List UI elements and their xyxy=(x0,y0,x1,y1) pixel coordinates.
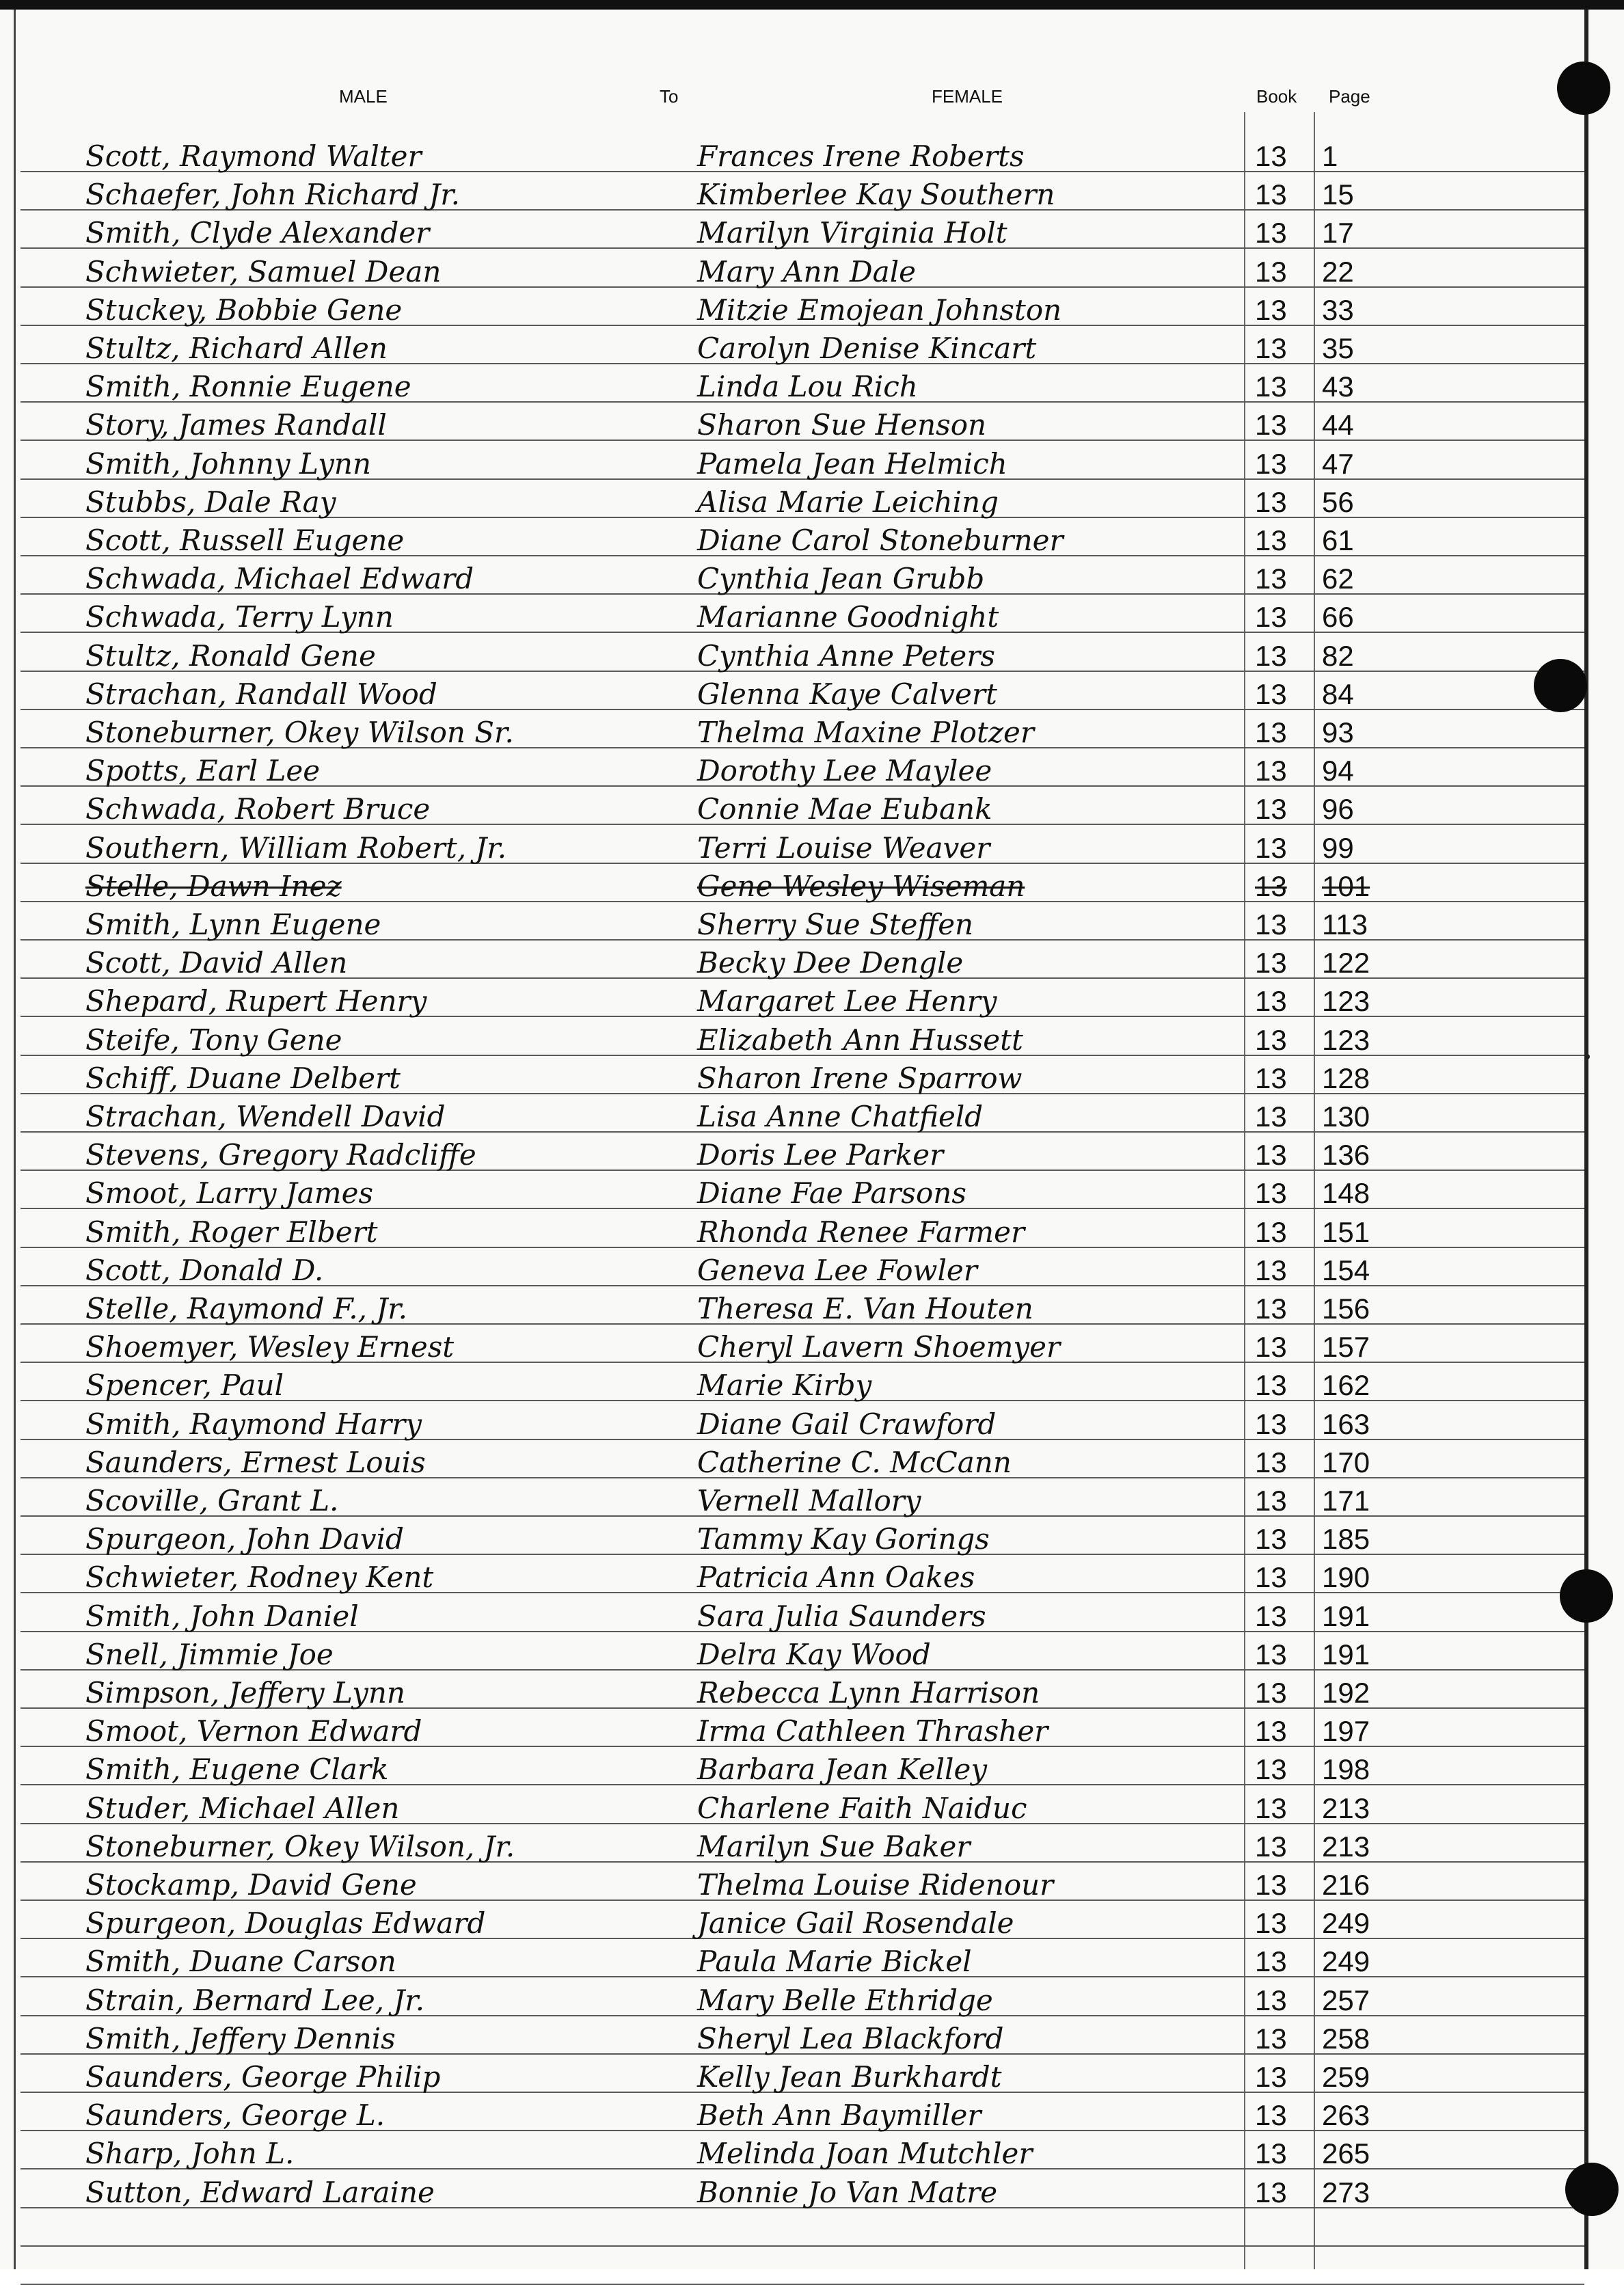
header-male: MALE xyxy=(339,86,388,107)
record-male-name: Sharp, John L. xyxy=(85,2137,295,2170)
record-row xyxy=(0,368,1624,405)
record-row xyxy=(0,484,1624,521)
record-female-name: Beth Ann Baymiller xyxy=(697,2098,982,2132)
record-row xyxy=(0,2059,1624,2096)
record-page: 94 xyxy=(1322,755,1354,787)
record-page: 56 xyxy=(1322,486,1354,518)
record-row xyxy=(0,2097,1624,2134)
record-book: 13 xyxy=(1255,1369,1287,1401)
record-female-name: Marianne Goodnight xyxy=(697,600,999,634)
record-row xyxy=(0,254,1624,290)
record-male-name: Schiff, Duane Delbert xyxy=(85,1062,401,1095)
record-page: 96 xyxy=(1322,793,1354,825)
record-male-name: Smith, Ronnie Eugene xyxy=(85,370,411,403)
record-row xyxy=(0,1022,1624,1059)
record-page: 44 xyxy=(1322,409,1354,441)
record-row xyxy=(0,1943,1624,1980)
record-book: 13 xyxy=(1255,2137,1287,2169)
record-page: 156 xyxy=(1322,1293,1370,1325)
record-row xyxy=(0,1521,1624,1558)
record-female-name: Mary Ann Dale xyxy=(697,255,916,288)
record-page: 22 xyxy=(1322,256,1354,288)
record-male-name: Smith, Eugene Clark xyxy=(85,1753,389,1786)
record-female-name: Rhonda Renee Farmer xyxy=(697,1215,1025,1249)
record-female-name: Charlene Faith Naiduc xyxy=(697,1792,1027,1825)
record-page: 47 xyxy=(1322,448,1354,480)
record-book: 13 xyxy=(1255,178,1287,211)
record-female-name: Rebecca Lynn Harrison xyxy=(697,1676,1040,1709)
record-book: 13 xyxy=(1255,793,1287,825)
record-page: 148 xyxy=(1322,1177,1370,1209)
record-book: 13 xyxy=(1255,601,1287,633)
record-book: 13 xyxy=(1255,1753,1287,1785)
record-book: 13 xyxy=(1255,140,1287,172)
record-row xyxy=(0,753,1624,789)
record-row xyxy=(0,292,1624,329)
record-male-name: Stoneburner, Okey Wilson Sr. xyxy=(85,716,514,749)
record-page: 259 xyxy=(1322,2061,1370,2093)
record-male-name: Smith, John Daniel xyxy=(85,1599,359,1633)
record-female-name: Sharon Sue Henson xyxy=(697,408,987,442)
record-male-name: Smith, Jeffery Dennis xyxy=(85,2022,396,2055)
record-page: 191 xyxy=(1322,1638,1370,1671)
record-page: 265 xyxy=(1322,2137,1370,2169)
record-male-name: Spotts, Earl Lee xyxy=(85,754,321,787)
record-male-name: Spurgeon, Douglas Edward xyxy=(85,1906,486,1940)
record-female-name: Elizabeth Ann Hussett xyxy=(697,1023,1023,1057)
record-female-name: Carolyn Denise Kincart xyxy=(697,332,1037,365)
record-page: 128 xyxy=(1322,1062,1370,1094)
record-book: 13 xyxy=(1255,1600,1287,1632)
record-book: 13 xyxy=(1255,832,1287,864)
record-row xyxy=(0,714,1624,751)
record-book: 13 xyxy=(1255,448,1287,480)
record-page: 258 xyxy=(1322,2023,1370,2055)
record-page: 197 xyxy=(1322,1715,1370,1747)
record-row xyxy=(0,1406,1624,1443)
record-row xyxy=(0,330,1624,367)
record-female-name: Alisa Marie Leiching xyxy=(697,485,999,519)
record-male-name: Stelle, Dawn Inez xyxy=(85,869,342,903)
record-book: 13 xyxy=(1255,1446,1287,1478)
record-male-name: Saunders, George Philip xyxy=(85,2060,441,2094)
record-female-name: Dorothy Lee Maylee xyxy=(697,754,992,787)
record-female-name: Theresa E. Van Houten xyxy=(697,1292,1033,1325)
record-female-name: Marilyn Sue Baker xyxy=(697,1830,971,1863)
record-row xyxy=(0,638,1624,675)
record-book: 13 xyxy=(1255,2176,1287,2208)
record-page: 273 xyxy=(1322,2176,1370,2208)
record-female-name: Sharon Irene Sparrow xyxy=(697,1062,1023,1095)
record-male-name: Snell, Jimmie Joe xyxy=(85,1638,334,1671)
record-page: 17 xyxy=(1322,217,1354,249)
record-page: 151 xyxy=(1322,1216,1370,1248)
record-male-name: Shoemyer, Wesley Ernest xyxy=(85,1330,455,1364)
record-row xyxy=(0,1713,1624,1750)
record-book: 13 xyxy=(1255,1945,1287,1977)
record-row xyxy=(0,1060,1624,1097)
record-female-name: Cynthia Anne Peters xyxy=(697,639,995,673)
record-female-name: Diane Gail Crawford xyxy=(697,1407,997,1441)
record-male-name: Spencer, Paul xyxy=(85,1368,284,1402)
record-page: 191 xyxy=(1322,1600,1370,1632)
record-male-name: Strachan, Randall Wood xyxy=(85,677,437,711)
record-female-name: Vernell Mallory xyxy=(697,1484,921,1517)
binder-hole-lower xyxy=(1560,1569,1613,1623)
record-page: 216 xyxy=(1322,1869,1370,1901)
record-male-name: Studer, Michael Allen xyxy=(85,1792,400,1825)
record-male-name: Stubbs, Dale Ray xyxy=(85,485,336,519)
record-page: 66 xyxy=(1322,601,1354,633)
record-row xyxy=(0,1751,1624,1788)
record-book: 13 xyxy=(1255,947,1287,979)
record-page: 213 xyxy=(1322,1792,1370,1824)
record-book: 13 xyxy=(1255,1869,1287,1901)
record-female-name: Becky Dee Dengle xyxy=(697,946,964,979)
header-to: To xyxy=(660,86,679,107)
record-book: 13 xyxy=(1255,678,1287,710)
record-page: 33 xyxy=(1322,294,1354,326)
record-male-name: Stoneburner, Okey Wilson, Jr. xyxy=(85,1830,515,1863)
record-page: 1 xyxy=(1322,140,1338,172)
record-female-name: Kimberlee Kay Southern xyxy=(697,178,1055,211)
binder-hole-middle xyxy=(1534,659,1587,712)
record-male-name: Stultz, Richard Allen xyxy=(85,332,388,365)
record-row xyxy=(0,1252,1624,1289)
record-page: 43 xyxy=(1322,370,1354,403)
record-male-name: Southern, William Robert, Jr. xyxy=(85,831,507,865)
record-female-name: Glenna Kaye Calvert xyxy=(697,677,997,711)
record-row xyxy=(0,2174,1624,2211)
record-row xyxy=(0,1598,1624,1635)
record-row xyxy=(0,1444,1624,1481)
record-book: 13 xyxy=(1255,1293,1287,1325)
record-book: 13 xyxy=(1255,1177,1287,1209)
column-header xyxy=(0,86,1624,120)
record-book: 13 xyxy=(1255,1331,1287,1363)
header-page: Page xyxy=(1329,86,1370,107)
record-male-name: Smoot, Larry James xyxy=(85,1176,374,1210)
record-book: 13 xyxy=(1255,1024,1287,1056)
record-female-name: Marilyn Virginia Holt xyxy=(697,216,1007,249)
record-row xyxy=(0,215,1624,252)
record-page: 257 xyxy=(1322,1984,1370,2016)
record-female-name: Kelly Jean Burkhardt xyxy=(697,2060,1002,2094)
record-female-name: Geneva Lee Fowler xyxy=(697,1254,977,1287)
record-book: 13 xyxy=(1255,1907,1287,1939)
record-book: 13 xyxy=(1255,524,1287,556)
record-male-name: Stockamp, David Gene xyxy=(85,1868,417,1902)
record-row xyxy=(0,1636,1624,1673)
record-book: 13 xyxy=(1255,370,1287,403)
record-book: 13 xyxy=(1255,1216,1287,1248)
record-female-name: Lisa Anne Chatfield xyxy=(697,1100,984,1133)
record-book: 13 xyxy=(1255,716,1287,748)
record-female-name: Catherine C. McCann xyxy=(697,1446,1012,1479)
record-book: 13 xyxy=(1255,1715,1287,1747)
record-book: 13 xyxy=(1255,1792,1287,1824)
record-book: 13 xyxy=(1255,1062,1287,1094)
record-page: 61 xyxy=(1322,524,1354,556)
record-female-name: Cynthia Jean Grubb xyxy=(697,562,985,595)
record-book: 13 xyxy=(1255,1100,1287,1133)
record-row xyxy=(0,1367,1624,1404)
record-male-name: Stultz, Ronald Gene xyxy=(85,639,376,673)
record-row xyxy=(0,1290,1624,1327)
record-page: 99 xyxy=(1322,832,1354,864)
record-row xyxy=(0,2020,1624,2057)
record-female-name: Gene Wesley Wiseman xyxy=(697,869,1025,903)
record-book: 13 xyxy=(1255,1984,1287,2016)
record-row xyxy=(0,1175,1624,1212)
record-row xyxy=(0,1214,1624,1251)
record-female-name: Mitzie Emojean Johnston xyxy=(697,293,1062,327)
record-book: 13 xyxy=(1255,1408,1287,1440)
record-female-name: Sara Julia Saunders xyxy=(697,1599,986,1633)
record-row xyxy=(0,1867,1624,1904)
record-female-name: Doris Lee Parker xyxy=(697,1138,944,1172)
record-female-name: Diane Carol Stoneburner xyxy=(697,524,1064,557)
record-male-name: Schwada, Robert Bruce xyxy=(85,792,431,826)
record-male-name: Strain, Bernard Lee, Jr. xyxy=(85,1984,425,2017)
record-female-name: Melinda Joan Mutchler xyxy=(697,2137,1033,2170)
record-row xyxy=(0,1098,1624,1135)
record-male-name: Smith, Duane Carson xyxy=(85,1945,396,1978)
record-page: 249 xyxy=(1322,1945,1370,1977)
record-page: 15 xyxy=(1322,178,1354,211)
record-page: 171 xyxy=(1322,1485,1370,1517)
record-page: 113 xyxy=(1322,908,1368,941)
header-female: FEMALE xyxy=(932,86,1003,107)
record-book: 13 xyxy=(1255,2061,1287,2093)
record-page: 101 xyxy=(1322,870,1370,902)
record-female-name: Tammy Kay Gorings xyxy=(697,1522,990,1556)
record-row xyxy=(0,1905,1624,1942)
record-female-name: Thelma Maxine Plotzer xyxy=(697,716,1034,749)
record-row xyxy=(0,1483,1624,1519)
record-book: 13 xyxy=(1255,1139,1287,1171)
record-female-name: Marie Kirby xyxy=(697,1368,872,1402)
record-male-name: Schwada, Terry Lynn xyxy=(85,600,394,634)
record-male-name: Smith, Roger Elbert xyxy=(85,1215,378,1249)
record-page: 84 xyxy=(1322,678,1354,710)
record-male-name: Strachan, Wendell David xyxy=(85,1100,446,1133)
record-row xyxy=(0,1790,1624,1827)
record-female-name: Thelma Louise Ridenour xyxy=(697,1868,1054,1902)
record-page: 185 xyxy=(1322,1523,1370,1555)
record-page: 93 xyxy=(1322,716,1354,748)
record-row xyxy=(0,906,1624,943)
record-male-name: Stelle, Raymond F., Jr. xyxy=(85,1292,407,1325)
record-female-name: Sheryl Lea Blackford xyxy=(697,2022,1004,2055)
record-page: 154 xyxy=(1322,1254,1370,1286)
record-female-name: Linda Lou Rich xyxy=(697,370,918,403)
record-male-name: Schwada, Michael Edward xyxy=(85,562,474,595)
record-page: 82 xyxy=(1322,640,1354,672)
record-male-name: Shepard, Rupert Henry xyxy=(85,984,427,1018)
record-page: 157 xyxy=(1322,1331,1370,1363)
record-male-name: Sutton, Edward Laraine xyxy=(85,2176,435,2209)
record-book: 13 xyxy=(1255,1485,1287,1517)
record-book: 13 xyxy=(1255,332,1287,364)
record-book: 13 xyxy=(1255,985,1287,1017)
record-row xyxy=(0,1828,1624,1865)
record-male-name: Steife, Tony Gene xyxy=(85,1023,342,1057)
record-female-name: Frances Irene Roberts xyxy=(697,139,1025,173)
record-book: 13 xyxy=(1255,870,1287,902)
binder-hole-bottom xyxy=(1565,2163,1619,2216)
record-book: 13 xyxy=(1255,1523,1287,1555)
record-female-name: Irma Cathleen Thrasher xyxy=(697,1714,1048,1748)
record-page: 123 xyxy=(1322,985,1370,1017)
record-male-name: Scoville, Grant L. xyxy=(85,1484,339,1517)
record-book: 13 xyxy=(1255,1677,1287,1709)
ink-speck xyxy=(1584,1054,1590,1059)
record-row xyxy=(0,560,1624,597)
record-row xyxy=(0,1559,1624,1596)
record-row xyxy=(0,1982,1624,2019)
record-page: 122 xyxy=(1322,947,1370,979)
record-book: 13 xyxy=(1255,409,1287,441)
record-female-name: Connie Mae Eubank xyxy=(697,792,992,826)
record-male-name: Schaefer, John Richard Jr. xyxy=(85,178,461,211)
record-page: 123 xyxy=(1322,1024,1370,1056)
record-male-name: Smith, Johnny Lynn xyxy=(85,447,371,481)
record-female-name: Terri Louise Weaver xyxy=(697,831,990,865)
record-book: 13 xyxy=(1255,2023,1287,2055)
record-male-name: Simpson, Jeffery Lynn xyxy=(85,1676,405,1709)
record-row xyxy=(0,945,1624,982)
record-female-name: Delra Kay Wood xyxy=(697,1638,931,1671)
record-page: 213 xyxy=(1322,1830,1370,1863)
record-male-name: Scott, Raymond Walter xyxy=(85,139,422,173)
record-row xyxy=(0,176,1624,213)
record-female-name: Sherry Sue Steffen xyxy=(697,908,974,941)
record-page: 170 xyxy=(1322,1446,1370,1478)
record-row xyxy=(0,446,1624,483)
record-female-name: Cheryl Lavern Shoemyer xyxy=(697,1330,1061,1364)
record-male-name: Smoot, Vernon Edward xyxy=(85,1714,422,1748)
record-male-name: Stevens, Gregory Radcliffe xyxy=(85,1138,476,1172)
record-book: 13 xyxy=(1255,640,1287,672)
record-row xyxy=(0,676,1624,713)
record-male-name: Schwieter, Rodney Kent xyxy=(85,1560,434,1594)
record-book: 13 xyxy=(1255,1830,1287,1863)
record-book: 13 xyxy=(1255,563,1287,595)
record-male-name: Smith, Clyde Alexander xyxy=(85,216,430,249)
record-book: 13 xyxy=(1255,1254,1287,1286)
record-male-name: Story, James Randall xyxy=(85,408,387,442)
record-page: 62 xyxy=(1322,563,1354,595)
record-book: 13 xyxy=(1255,1638,1287,1671)
record-book: 13 xyxy=(1255,1561,1287,1593)
record-page: 136 xyxy=(1322,1139,1370,1171)
record-row xyxy=(0,1675,1624,1712)
record-row xyxy=(0,599,1624,636)
record-female-name: Patricia Ann Oakes xyxy=(697,1560,975,1594)
record-male-name: Smith, Lynn Eugene xyxy=(85,908,381,941)
record-page: 249 xyxy=(1322,1907,1370,1939)
record-male-name: Scott, Donald D. xyxy=(85,1254,324,1287)
record-male-name: Schwieter, Samuel Dean xyxy=(85,255,442,288)
record-page: 162 xyxy=(1322,1369,1370,1401)
record-male-name: Scott, Russell Eugene xyxy=(85,524,405,557)
record-male-name: Smith, Raymond Harry xyxy=(85,1407,422,1441)
record-book: 13 xyxy=(1255,755,1287,787)
record-book: 13 xyxy=(1255,256,1287,288)
record-female-name: Barbara Jean Kelley xyxy=(697,1753,988,1786)
record-row xyxy=(0,407,1624,444)
record-row xyxy=(0,830,1624,867)
record-page: 263 xyxy=(1322,2099,1370,2131)
record-book: 13 xyxy=(1255,294,1287,326)
record-male-name: Spurgeon, John David xyxy=(85,1522,404,1556)
record-page: 190 xyxy=(1322,1561,1370,1593)
record-page: 192 xyxy=(1322,1677,1370,1709)
record-row xyxy=(0,983,1624,1020)
record-book: 13 xyxy=(1255,2099,1287,2131)
record-book: 13 xyxy=(1255,486,1287,518)
record-row xyxy=(0,868,1624,905)
record-page: 163 xyxy=(1322,1408,1370,1440)
record-female-name: Pamela Jean Helmich xyxy=(697,447,1007,481)
header-book: Book xyxy=(1256,86,1297,107)
record-book: 13 xyxy=(1255,217,1287,249)
record-row xyxy=(0,2135,1624,2172)
record-female-name: Margaret Lee Henry xyxy=(697,984,997,1018)
record-row xyxy=(0,791,1624,828)
record-row xyxy=(0,1137,1624,1174)
record-page: 130 xyxy=(1322,1100,1370,1133)
record-male-name: Scott, David Allen xyxy=(85,946,348,979)
record-page: 35 xyxy=(1322,332,1354,364)
record-male-name: Saunders, Ernest Louis xyxy=(85,1446,426,1479)
record-female-name: Mary Belle Ethridge xyxy=(697,1984,993,2017)
record-book: 13 xyxy=(1255,908,1287,941)
record-female-name: Diane Fae Parsons xyxy=(697,1176,966,1210)
record-female-name: Janice Gail Rosendale xyxy=(697,1906,1014,1940)
record-row xyxy=(0,138,1624,175)
record-row xyxy=(0,522,1624,559)
binder-hole-top xyxy=(1557,62,1610,115)
ledger-rule-line xyxy=(21,2245,1584,2247)
record-female-name: Paula Marie Bickel xyxy=(697,1945,972,1978)
record-male-name: Stuckey, Bobbie Gene xyxy=(85,293,403,327)
record-row xyxy=(0,1329,1624,1366)
record-page: 198 xyxy=(1322,1753,1370,1785)
record-male-name: Saunders, George L. xyxy=(85,2098,385,2132)
record-female-name: Bonnie Jo Van Matre xyxy=(697,2176,998,2209)
